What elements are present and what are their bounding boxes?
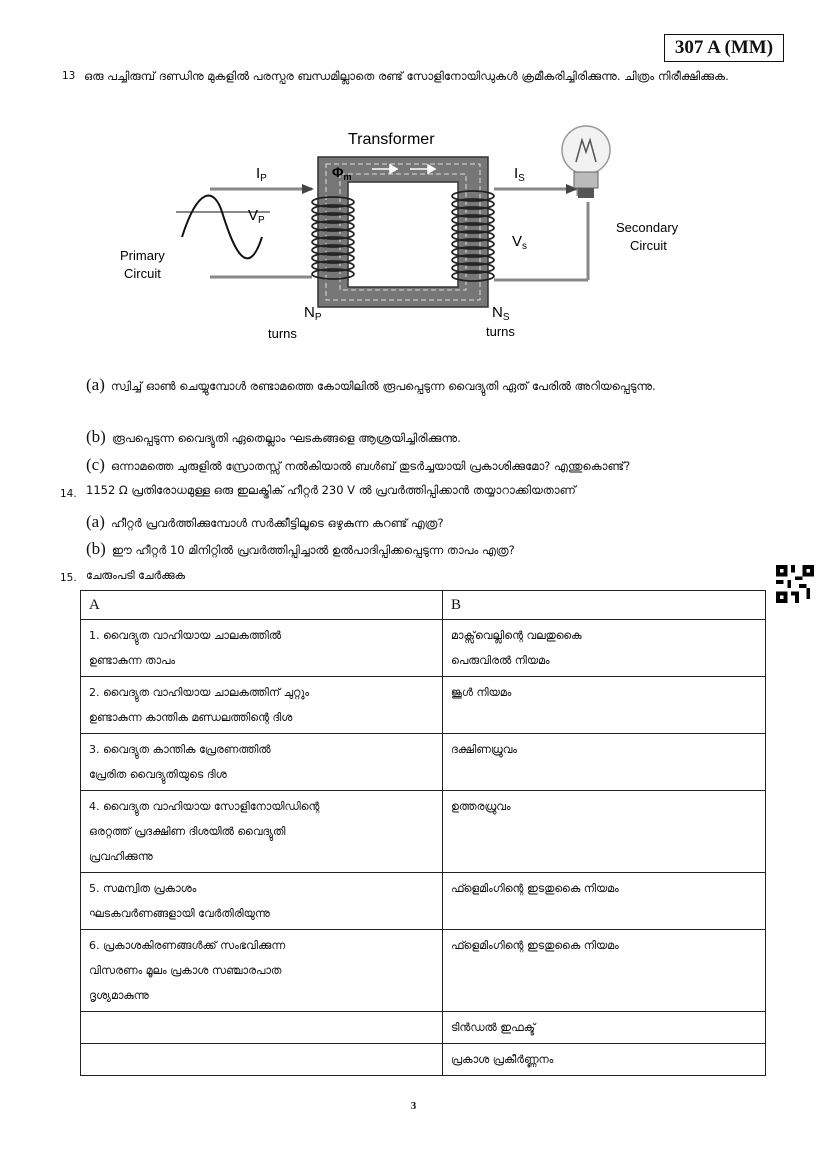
cell-line: പ്രകാശ പ്രകീർണ്ണനം (451, 1053, 554, 1066)
question-15-text: ചേരുംപടി ചേർക്കുക (86, 569, 186, 582)
cell-line: ഉത്തരധ്രുവം (451, 800, 511, 813)
label-magnetic-flux: $\Phi_m$ (332, 164, 352, 182)
cell-line (89, 1047, 434, 1072)
cell-line: ഉണ്ടാകുന്ന കാന്തിക മണ്ഡലത്തിന്റെ ദിശ (89, 711, 293, 724)
table-row (81, 873, 766, 930)
label-primary-circuit-line1: Primary (120, 248, 165, 263)
table-cell-a (81, 1044, 443, 1076)
cell-line: ഫ്ളെമിംഗിന്റെ ഇടതുകൈ നിയമം (451, 939, 619, 952)
question-paper-code: 307 A (MM) (664, 34, 784, 62)
table-cell-b (443, 620, 766, 677)
table-cell-a (81, 873, 443, 930)
table-cell-b (443, 791, 766, 873)
cell-line: 2. വൈദ്യുത വാഹിയായ ചാലകത്തിന് ചുറ്റും (89, 686, 310, 699)
question-14a: (a) ഹീറ്റർ പ്രവർത്തിക്കുമ്പോൾ സർക്കീട്ടിലൂടെ ഒഴുകുന്ന കറണ്ട് എത്ര? (86, 512, 444, 531)
table-row (81, 930, 766, 1012)
cell-line: ഫ്ളെമിംഗിന്റെ ഇടതുകൈ നിയമം (451, 882, 619, 895)
label-secondary-circuit-line2: Circuit (630, 238, 667, 253)
cell-line: 1. വൈദ്യുത വാഹിയായ ചാലകത്തിൽ (89, 629, 282, 642)
question-15-number: 15. (60, 572, 77, 584)
cell-line: 6. പ്രകാശകിരണങ്ങൾക്ക് സംഭവിക്കുന്ന (89, 939, 286, 952)
question-13b: (b) രൂപപ്പെടുന്ന വൈദ്യുതി ഏതെല്ലാം ഘടകങ്ങളെ ആശ്രയിച്ചിരിക്കുന്നു. (86, 427, 461, 446)
page-number: 3 (410, 1100, 417, 1112)
cell-line: ഒരറ്റത്ത് പ്രദക്ഷിണ ദിശയിൽ വൈദ്യുതി (89, 825, 286, 838)
cell-line: പ്രേരിത വൈദ്യുതിയുടെ ദിശ (89, 768, 227, 781)
table-cell-b (443, 873, 766, 930)
label-primary-current: $I_P$ (256, 165, 267, 184)
table-cell-b (443, 930, 766, 1012)
qr-code-icon (776, 565, 814, 603)
cell-line: ടിൻഡൽ ഇഫക്ട് (451, 1021, 536, 1034)
table-row (81, 734, 766, 791)
label-primary-circuit-line2: Circuit (124, 266, 161, 281)
cell-line: ഉണ്ടാകുന്ന താപം (89, 654, 176, 667)
cell-line (89, 1015, 434, 1040)
cell-line: ഘടകവർണങ്ങളായി വേർതിരിയുന്നു (89, 907, 270, 920)
table-cell-b (443, 734, 766, 791)
column-a-header: A (81, 591, 443, 620)
match-the-following-table (80, 590, 766, 1076)
label-primary-turns-count: $N_P$ (304, 304, 322, 323)
question-14b: (b) ഈ ഹീറ്റർ 10 മിനിറ്റിൽ പ്രവർത്തിപ്പിച്ചാൽ ഉൽപാദിപ്പിക്കപ്പെടുന്ന താപം എത്ര? (86, 539, 515, 558)
table-row (81, 620, 766, 677)
cell-line: 4. വൈദ്യുത വാഹിയായ സോളിനോയിഡിന്റെ (89, 800, 320, 813)
table-cell-b (443, 1012, 766, 1044)
table-row (81, 791, 766, 873)
question-13-text: ഒരു പച്ചിരുമ്പ് ദണ്ഡിനു മുകളിൽ പരസ്പര ബന്ധമില്ലാതെ രണ്ട് സോളിനോയിഡുകൾ ക്രമീകരിച്ചിരിക്കുന്നു. ചിത്രം നിരീക്ഷിക്കുക. (84, 69, 729, 83)
table-cell-b (443, 677, 766, 734)
transformer-diagram (110, 122, 720, 347)
table-cell-a (81, 620, 443, 677)
cell-line: വിസരണം മൂലം പ്രകാശ സഞ്ചാരപാത (89, 964, 282, 977)
cell-line: ദക്ഷിണധ്രുവം (451, 743, 517, 756)
table-cell-a (81, 791, 443, 873)
ac-wave-icon (182, 196, 262, 259)
label-secondary-turns: turns (486, 324, 515, 339)
label-secondary-circuit-line1: Secondary (616, 220, 679, 235)
table-cell-a (81, 930, 443, 1012)
cell-line: ജൂൾ നിയമം (451, 686, 512, 699)
table-cell-a (81, 734, 443, 791)
label-secondary-voltage: $V_s$ (512, 233, 528, 252)
table-cell-b (443, 1044, 766, 1076)
question-14-number: 14. (60, 488, 77, 500)
core-window (348, 182, 458, 287)
question-13a: (a) സ്വിച്ച് ഓൺ ചെയ്യുമ്പോൾ രണ്ടാമത്തെ കോയിലിൽ രൂപപ്പെടുന്ന വൈദ്യുതി ഏത് പേരിൽ അറിയപ്പെടുന്നു. (86, 375, 656, 394)
cell-line: ദൃശ്യമാകുന്നു (89, 989, 149, 1002)
cell-line: പെരുവിരൽ നിയമം (451, 654, 550, 667)
cell-line: 3. വൈദ്യുത കാന്തിക പ്രേരണത്തിൽ (89, 743, 271, 756)
cell-line: മാക്സ്‌വെല്ലിന്റെ വലതുകൈ (451, 629, 582, 642)
question-14-text: 1152 Ω പ്രതിരോധമുള്ള ഒരു ഇലക്ട്രിക് ഹീറ്റർ 230 V ൽ പ്രവർത്തിപ്പിക്കാൻ തയ്യാറാക്കിയതാണ് (86, 483, 576, 497)
table-cell-a (81, 1012, 443, 1044)
label-primary-turns: turns (268, 326, 297, 341)
cell-line: 5. സമന്വിത പ്രകാശം (89, 882, 197, 895)
column-b-header: B (443, 591, 766, 620)
label-primary-voltage: $V_P$ (248, 207, 265, 226)
table-row (81, 1012, 766, 1044)
question-13-number: 13 (62, 70, 76, 82)
table-cell-a (81, 677, 443, 734)
table-row (81, 1044, 766, 1076)
question-13c: (c) ഒന്നാമത്തെ ചുരുളിൽ സ്രോതസ്സ് നൽകിയാൽ ബൾബ് തുടർച്ചയായി പ്രകാശിക്കുമോ? എന്തുകൊണ്ട്? (86, 455, 631, 474)
cell-line: പ്രവഹിക്കുന്നു (89, 850, 153, 863)
table-header-row (81, 591, 766, 620)
diagram-title: Transformer (348, 131, 435, 148)
table-row (81, 677, 766, 734)
label-secondary-turns-count: $N_S$ (492, 304, 510, 323)
label-secondary-current: $I_S$ (514, 165, 525, 184)
primary-current-arrow (302, 184, 314, 194)
